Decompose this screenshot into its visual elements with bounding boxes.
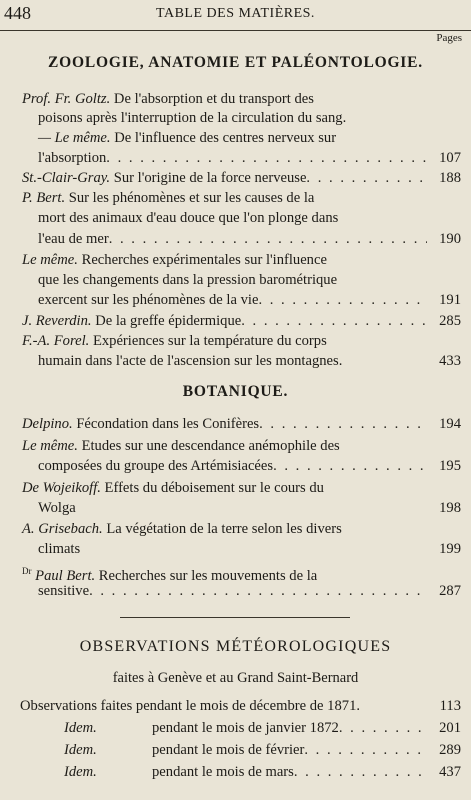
toc-entry <box>22 478 461 498</box>
entry-prefix: Dr <box>22 566 32 576</box>
entry-title: Etudes sur une descendance anémophile des <box>77 438 340 454</box>
entry-title: De la greffe épidermique <box>91 313 242 329</box>
entry-page-number: 190 <box>439 231 461 247</box>
entry-title: Observations faites pendant le mois de décembre de 1871. <box>20 698 361 714</box>
entry-page-number: 433 <box>439 353 461 369</box>
entry-title: pendant le mois de janvier 1872 <box>152 720 339 736</box>
toc-entry <box>64 762 461 782</box>
entry-title-continued: climats <box>38 541 81 557</box>
entry-title-continued: sensitive <box>38 583 90 599</box>
entry-title: Recherches sur les mouvements de la <box>95 567 318 584</box>
entry-title-continued: l'eau de mer <box>38 231 109 247</box>
toc-entry <box>22 168 461 188</box>
entry-page-number: 287 <box>439 583 461 599</box>
entry-title: De l'absorption et du transport des <box>110 91 314 107</box>
entry-title-continued: exercent sur les phénomènes de la vie <box>38 292 259 308</box>
entry-author: A. Grisebach. <box>22 521 103 537</box>
section-subtitle: faites à Genève et au Grand Saint-Bernard <box>112 670 359 686</box>
entry-author: J. Reverdin. <box>22 313 92 329</box>
dot-leader <box>339 718 427 738</box>
page-number: 448 <box>4 3 31 23</box>
entry-idem: Idem. <box>64 720 97 736</box>
entry-author: St.-Clair-Gray. <box>22 170 111 186</box>
entry-title: Fécondation dans les Conifères <box>72 416 260 432</box>
toc-entry-continuation <box>38 148 461 168</box>
entry-idem: Idem. <box>64 764 97 780</box>
entry-page-number: 194 <box>439 416 461 432</box>
toc-entry-continuation <box>38 108 461 128</box>
toc-entry <box>22 436 461 456</box>
dot-leader <box>109 229 427 249</box>
entry-title: pendant le mois de février <box>152 742 305 758</box>
dot-leader <box>294 762 427 782</box>
toc-entry-continuation <box>38 498 461 518</box>
header-rule <box>0 30 471 31</box>
section-title-botanique: BOTANIQUE. <box>182 383 289 400</box>
entry-title-continued: mort des animaux d'eau douce que l'on plonge dans <box>38 210 339 226</box>
section-title-observations: OBSERVATIONS MÉTÉOROLOGIQUES <box>79 638 392 655</box>
entry-page-number: 289 <box>439 742 461 758</box>
entry-title-continued: humain dans l'acte de l'ascension sur les montagnes. <box>38 353 343 369</box>
entry-title: Expériences sur la température du corps <box>89 333 327 349</box>
entry-page-number: 199 <box>439 541 461 557</box>
entry-author: — Le même. <box>38 130 111 146</box>
toc-entry <box>22 561 461 584</box>
entry-page-number: 285 <box>439 313 461 329</box>
toc-entry <box>22 89 461 109</box>
toc-entry <box>22 188 461 208</box>
toc-entry-continuation <box>38 270 461 290</box>
toc-entry-continuation <box>38 290 461 310</box>
entry-title-continued: que les changements dans la pression barométrique <box>38 272 338 288</box>
entry-author: Le même. <box>22 252 78 268</box>
dot-leader <box>241 311 427 331</box>
toc-entry <box>22 519 461 539</box>
entry-title: De l'influence des centres nerveux sur <box>110 130 337 146</box>
entry-author: Delpino. <box>22 416 73 432</box>
toc-entry-continuation <box>38 208 461 228</box>
entry-author: Prof. Fr. Goltz. <box>22 91 111 107</box>
toc-entry <box>22 414 461 434</box>
dot-leader <box>304 740 427 760</box>
entry-title-continued: l'absorption <box>38 150 107 166</box>
toc-entry <box>22 331 461 351</box>
toc-entry <box>64 740 461 760</box>
entry-author: F.-A. Forel. <box>22 333 90 349</box>
entry-page-number: 113 <box>439 698 461 714</box>
toc-entry-continuation <box>38 229 461 249</box>
toc-entry <box>20 696 461 716</box>
entry-title-continued: Wolga <box>38 500 76 516</box>
toc-entry-continuation <box>38 539 461 559</box>
entry-title: Effets du déboisement sur le cours du <box>100 480 324 496</box>
toc-entry-continuation <box>38 456 461 476</box>
entry-page-number: 195 <box>439 458 461 474</box>
entry-title: Sur l'origine de la force nerveuse <box>110 170 307 186</box>
entry-author: De Wojeikoff. <box>22 480 101 496</box>
toc-entry-continuation <box>38 581 461 601</box>
toc-entry <box>64 718 461 738</box>
entry-page-number: 198 <box>439 500 461 516</box>
entry-page-number: 188 <box>439 170 461 186</box>
dot-leader <box>273 456 427 476</box>
entry-title: pendant le mois de mars <box>152 764 294 780</box>
toc-entry <box>22 250 461 270</box>
toc-entry <box>22 311 461 331</box>
dot-leader <box>259 414 427 434</box>
toc-entry <box>38 128 461 148</box>
entry-page-number: 107 <box>439 150 461 166</box>
entry-title: Recherches expérimentales sur l'influence <box>77 252 327 268</box>
entry-author: Le même. <box>22 438 78 454</box>
section-title-zoologie: ZOOLOGIE, ANATOMIE ET PALÉONTOLOGIE. <box>48 54 423 71</box>
entry-title-continued: poisons après l'interruption de la circulation du sang. <box>38 110 347 126</box>
entry-author: P. Bert. <box>22 190 66 206</box>
entry-idem: Idem. <box>64 742 97 758</box>
section-divider <box>120 617 350 618</box>
entry-author: Paul Bert. <box>35 567 96 584</box>
dot-leader <box>306 168 427 188</box>
dot-leader <box>258 290 427 310</box>
running-title: TABLE DES MATIÈRES. <box>156 6 315 21</box>
entry-title-continued: composées du groupe des Artémisiacées <box>38 458 274 474</box>
pages-column-label: Pages <box>436 32 462 44</box>
entry-title: Sur les phénomènes et sur les causes de la <box>65 190 315 206</box>
entry-page-number: 201 <box>439 720 461 736</box>
toc-entry-continuation <box>38 351 461 371</box>
dot-leader <box>106 148 427 168</box>
entry-title: La végétation de la terre selon les divers <box>102 521 342 537</box>
entry-page-number: 191 <box>439 292 461 308</box>
entry-page-number: 437 <box>439 764 461 780</box>
dot-leader <box>89 581 427 601</box>
